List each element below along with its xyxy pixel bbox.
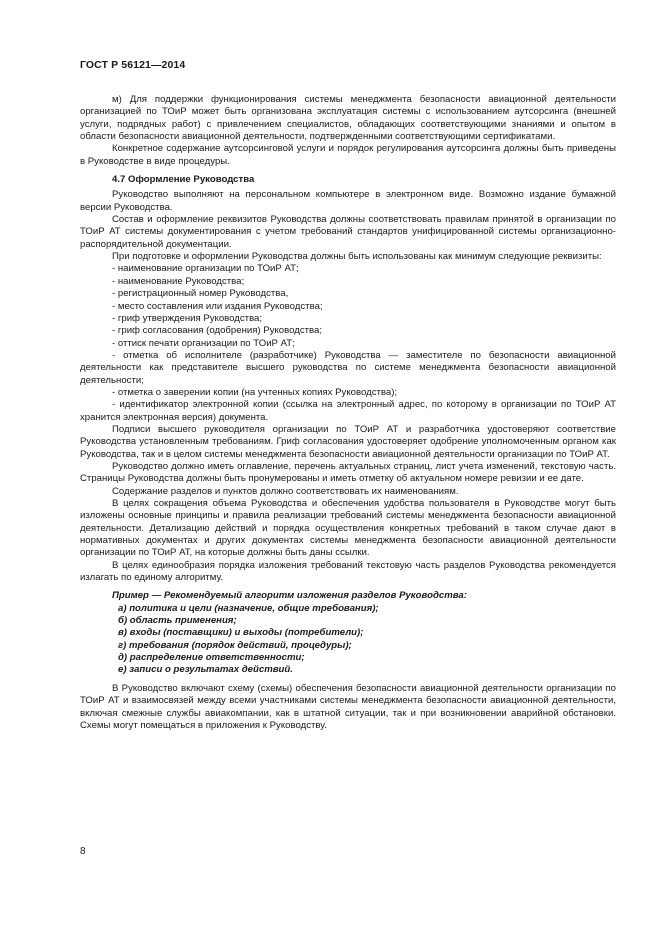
example-item: е) записи о результатах действий. [118,664,293,676]
paragraph: Подписи высшего руководителя организации по ТОиР АТ и разработчика удостоверяют соответствие Руководства установленным требованиям. Гриф согласования удостоверяет одобрение уполномоченным органом как Руководства, так и в целом системы менеджмента безопасности авиационной деятельности организации по ТОиР АТ. [80,423,616,460]
requisites-list [80,263,616,423]
paragraph: В Руководство включают схему (схемы) обеспечения безопасности авиационной деятельности организации по ТОиР АТ и взаимосвязей между всеми участниками системы менеджмента безопасности авиационной деятельности, включая смежные службы авиакомпании, как в штатной ситуации, так и при возникновении аварийной обстановки. Схемы могут помещаться в приложения к Руководству. [80,682,616,731]
list-item: - идентификатор электронной копии (ссылка на электронный адрес, по которому в организации по ТОиР АТ хранится электронная версия) документа. [80,399,616,423]
list-item: - место составления или издания Руководства; [112,300,323,312]
paragraph: Содержание разделов и пунктов должно соответствовать их наименованиям. [112,485,459,497]
list-item: - наименование Руководства; [112,275,245,287]
paragraph: Руководство должно иметь оглавление, перечень актуальных страниц, лист учета изменений, текстовую часть. Страницы Руководства должны быть пронумерованы и иметь отметку об актуальном номере ревизии и ее дате. [80,460,616,485]
paragraph: Состав и оформление реквизитов Руководства должны соответствовать правилам принятой в организации по ТОиР АТ системы документирования с учетом требований стандартов унифицированной системы организационно-распорядительной документации. [80,214,616,250]
example-title: Пример — Рекомендуемый алгоритм изложения разделов Руководства: [112,590,467,602]
paragraph: В целях сокращения объема Руководства и обеспечения удобства пользователя в Руководстве могут быть изложены основные принципы и правила реализации требований системы менеджмента безопасности авиационной деятельности. Детализацию действий и порядка осуществления конкретных требований в таком случае дают в нормативных документах и других документах системы менеджмента безопасности авиационной деятельности организации по ТОиР АТ, на которые должны быть даны ссылки. [80,498,616,559]
document-header: ГОСТ Р 56121—2014 [80,59,186,71]
document-body [80,94,616,732]
example-item: б) область применения; [118,615,237,627]
list-item: - регистрационный номер Руководства, [112,288,289,300]
example-block [80,590,616,676]
paragraph: Конкретное содержание аутсорсинговой услуги и порядок регулирования аутсорсинга должны быть приведены в Руководстве в виде процедуры. [80,143,616,167]
list-item: - отметка об исполнителе (разработчике) Руководства — заместителе по безопасности авиационной деятельности как представителе высшего руководства по системе менеджмента безопасности авиационной деятельности; [80,349,616,386]
list-item: - наименование организации по ТОиР АТ; [112,263,299,275]
paragraph: В целях единообразия порядка изложения требований текстовую часть разделов Руководства рекомендуется излагать по единому алгоритму. [80,559,616,584]
example-list [80,603,616,677]
paragraph: м) Для поддержки функционирования системы менеджмента безопасности авиационной деятельности организацией по ТОиР может быть организована эксплуатация системы с использованием аутсорсинга (внешней услуги, подрядных работ) с привлечением специалистов, обладающих соответствующими знаниями и опытом в области безопасности авиационной деятельности, подтвержденными соответствующими сертификатами. [80,94,616,143]
list-item: - оттиск печати организации по ТОиР АТ; [112,337,295,349]
list-item: - гриф согласования (одобрения) Руководства; [112,325,323,337]
list-item: - гриф утверждения Руководства; [112,312,263,324]
paragraph: Руководство выполняют на персональном компьютере в электронном виде. Возможно издание бумажной версии Руководства. [80,189,616,213]
example-item: д) распределение ответственности; [118,652,305,664]
example-item: а) политика и цели (назначение, общие требования); [118,602,379,614]
paragraph: При подготовке и оформлении Руководства должны быть использованы как минимум следующие реквизиты: [112,251,602,263]
example-item: в) входы (поставщики) и выходы (потребители); [118,627,364,639]
page-number: 8 [80,846,86,857]
example-item: г) требования (порядок действий, процедуры); [118,639,352,651]
list-item: - отметка о заверении копии (на учтенных копиях Руководства); [112,386,398,398]
section-heading: 4.7 Оформление Руководства [112,174,255,186]
